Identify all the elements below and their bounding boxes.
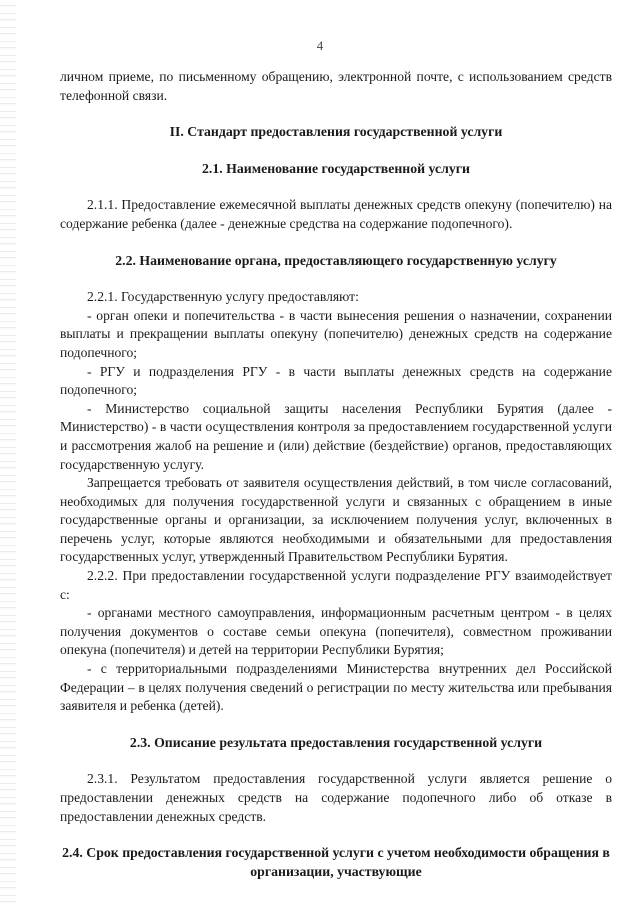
subsection-heading-2-3: 2.3. Описание результата предоставления государственной услуги	[129, 734, 543, 750]
list-item-interior-ministry: - с территориальными подразделениями Министерства внутренних дел Российской Федерации – в целях получения сведений о регистрации по месту жительства или пребывания заявителя и ребенка (детей).	[60, 661, 612, 714]
subsection-heading-2-4: 2.4. Срок предоставления государственной услуги с учетом необходимости обращения в организации, участвующие	[62, 845, 610, 879]
paragraph-prohibition: Запрещается требовать от заявителя осуществления действий, в том числе согласований, необходимых для получения государственной услуги и связанных с обращением в иные государственные органы и организации, за исключением получения услуг, включенных в перечень услуг, которые являются необходимыми и обязательными для предоставления государственных услуг, утвержденный Правительством Республики Бурятия.	[60, 475, 612, 565]
document-body	[60, 68, 612, 881]
paragraph-2-1-1: 2.1.1. Предоставление ежемесячной выплаты денежных средств опекуну (попечителю) на содержание ребенка (далее - денежные средства на содержание подопечного).	[60, 197, 612, 231]
paragraph-2-3-1: 2.3.1. Результатом предоставления государственной услуги является решение о предоставлении денежных средств на содержание подопечного либо об отказе в предоставлении денежных средств.	[60, 771, 612, 824]
list-item-ministry: - Министерство социальной защиты населения Республики Бурятия (далее - Министерство) - в части осуществления контроля за предоставлением государственной услуги и рассмотрения жалоб на решение и (или) действие (бездействие) органов, предоставляющих государственную услугу.	[60, 400, 612, 472]
paragraph-2-2-2: 2.2.2. При предоставлении государственной услуги подразделение РГУ взаимодействует с:	[60, 568, 612, 602]
list-item-rgu: - РГУ и подразделения РГУ - в части выплаты денежных средств на содержание подопечного;	[60, 363, 612, 398]
subsection-heading-2-1: 2.1. Наименование государственной услуги	[201, 160, 471, 176]
page-number: 4	[316, 38, 324, 53]
subsection-heading-2-2: 2.2. Наименование органа, предоставляющего государственную услугу	[115, 252, 557, 268]
scan-edge-artifact	[0, 0, 16, 905]
paragraph-intro-continuation: личном приеме, по письменному обращению, электронной почте, с использованием средств телефонной связи.	[60, 69, 612, 103]
paragraph-2-2-1: 2.2.1. Государственную услугу предоставляют:	[87, 289, 359, 305]
section-heading-ii: II. Стандарт предоставления государственной услуги	[169, 124, 503, 140]
list-item-guardianship-body: - орган опеки и попечительства - в части вынесения решения о назначении, сохранении выплаты и прекращении выплаты опекуну (попечителю) денежных средств на содержание подопечного;	[60, 307, 612, 360]
list-item-local-government: - органами местного самоуправления, информационным расчетным центром - в целях получения документов о составе семьи опекуна (попечителя), совместном проживании опекуна (попечителя) и детей на территории Республики Бурятия;	[60, 605, 612, 658]
